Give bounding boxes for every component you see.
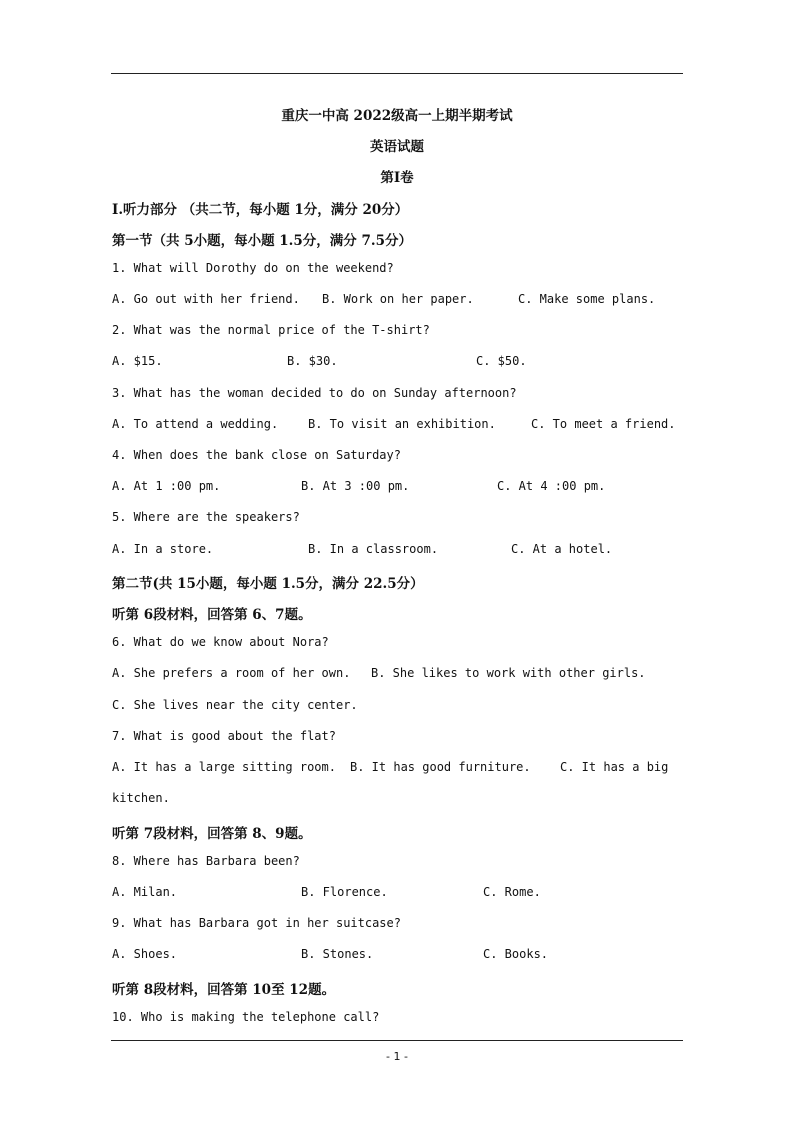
q8-option-a: A. Milan.: [112, 885, 178, 899]
q6-option-b: B. She likes to work with other girls.: [371, 666, 646, 680]
question-7: 7. What is good about the flat?: [112, 729, 336, 743]
q3-option-a: A. To attend a wedding.: [112, 417, 279, 431]
q1-option-a: A. Go out with her friend.: [112, 292, 300, 306]
header-rule: [111, 73, 683, 74]
material-7-heading: 听第 7段材料，回答第 8、9题。: [112, 826, 312, 842]
part-heading-listening: Ⅰ.听力部分 （共二节，每小题 1分，满分 20分）: [112, 202, 409, 218]
q9-option-a: A. Shoes.: [112, 947, 178, 961]
q3-option-c: C. To meet a friend.: [531, 417, 676, 431]
q7-option-c: C. It has a big: [560, 760, 669, 774]
question-3: 3. What has the woman decided to do on Sunday afternoon?: [112, 386, 517, 400]
question-4: 4. When does the bank close on Saturday?: [112, 448, 401, 462]
question-8: 8. Where has Barbara been?: [112, 854, 300, 868]
q2-option-a: A. $15.: [112, 354, 163, 368]
q7-option-c-continued: kitchen.: [112, 791, 170, 805]
q1-option-b: B. Work on her paper.: [322, 292, 474, 306]
question-9: 9. What has Barbara got in her suitcase?: [112, 916, 401, 930]
q5-option-b: B. In a classroom.: [308, 542, 439, 556]
question-5: 5. Where are the speakers?: [112, 510, 300, 524]
material-6-heading: 听第 6段材料，回答第 6、7题。: [112, 607, 312, 623]
q7-option-a: A. It has a large sitting room.: [112, 760, 336, 774]
q4-option-a: A. At 1 :00 pm.: [112, 479, 221, 493]
q5-option-c: C. At a hotel.: [511, 542, 613, 556]
q9-option-b: B. Stones.: [301, 947, 374, 961]
q6-option-a: A. She prefers a room of her own.: [112, 666, 351, 680]
page-number: - 1 -: [386, 1050, 408, 1063]
question-1: 1. What will Dorothy do on the weekend?: [112, 261, 394, 275]
q7-option-b: B. It has good furniture.: [350, 760, 531, 774]
q3-option-b: B. To visit an exhibition.: [308, 417, 496, 431]
question-6: 6. What do we know about Nora?: [112, 635, 329, 649]
footer-rule: [111, 1040, 683, 1041]
question-2: 2. What was the normal price of the T-shirt?: [112, 323, 430, 337]
q2-option-b: B. $30.: [287, 354, 338, 368]
q5-option-a: A. In a store.: [112, 542, 214, 556]
q4-option-c: C. At 4 :00 pm.: [497, 479, 606, 493]
section-heading-1: 第一节（共 5小题，每小题 1.5分，满分 7.5分）: [112, 233, 412, 249]
q8-option-b: B. Florence.: [301, 885, 388, 899]
q6-option-c: C. She lives near the city center.: [112, 698, 358, 712]
subject-title: 英语试题: [370, 139, 424, 155]
exam-title: 重庆一中高 2022级高一上期半期考试: [281, 108, 513, 124]
volume-title: 第Ⅰ卷: [380, 170, 414, 186]
section-heading-2: 第二节(共 15小题，每小题 1.5分，满分 22.5分）: [112, 576, 424, 592]
q1-option-c: C. Make some plans.: [518, 292, 656, 306]
q9-option-c: C. Books.: [483, 947, 549, 961]
q8-option-c: C. Rome.: [483, 885, 541, 899]
material-8-heading: 听第 8段材料，回答第 10至 12题。: [112, 982, 336, 998]
q4-option-b: B. At 3 :00 pm.: [301, 479, 410, 493]
q2-option-c: C. $50.: [476, 354, 527, 368]
question-10: 10. Who is making the telephone call?: [112, 1010, 380, 1024]
